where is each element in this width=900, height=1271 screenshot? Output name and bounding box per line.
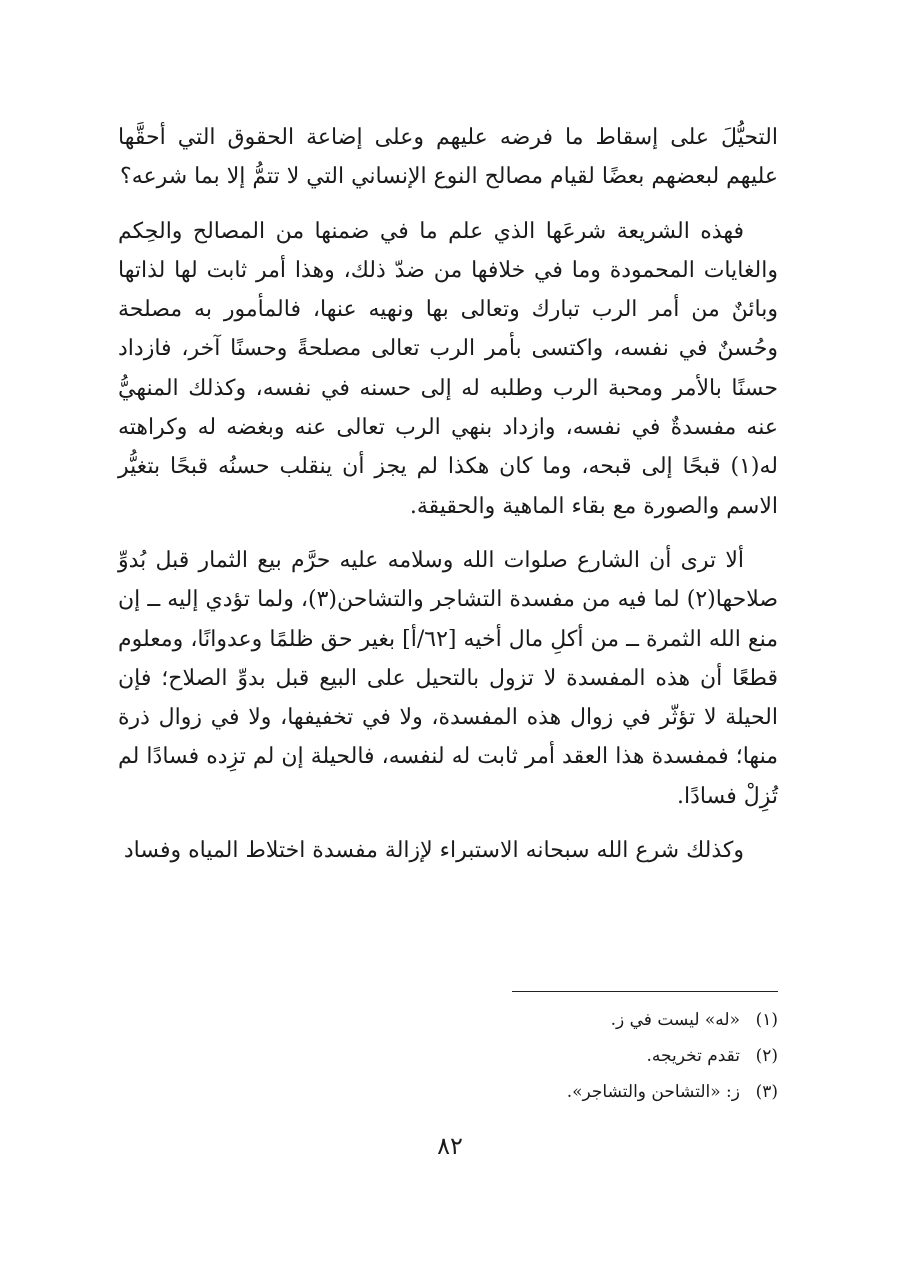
footnote-number: (٢) (755, 1046, 778, 1066)
paragraph-4: وكذلك شرع الله سبحانه الاستبراء لإزالة مفسدة اختلاط المياه وفساد (123, 838, 744, 864)
paragraph-1: التحيُّلَ على إسقاط ما فرضه عليهم وعلى إضاعة الحقوق التي أحقَّها عليهم لبعضهم بعضًا لقيام مصالح النوع الإنساني التي لا تتمُّ إلا بما شرعه؟ (118, 125, 778, 190)
paragraph-3: ألا ترى أن الشارع صلوات الله وسلامه عليه حرَّم بيع الثمار قبل بُدوِّ صلاحها(٢) لما فيه من مفسدة التشاجر والتشاحن(٣)، ولما تؤدي إليه ــ إن منع الله الثمرة ــ من أكلِ مال أخيه [٦٢/أ] بغير حق ظلمًا وعدوانًا، ومعلوم قطعًا أن هذه المفسدة لا تزول بالتحيل على البيع قبل بدوِّ الصلاح؛ فإن الحيلة لا تؤثّر في زوال هذه المفسدة، ولا في تخفيفها، ولا في زوال ذرة منها؛ فمفسدة هذا العقد أمر ثابت له لنفسه، فالحيلة إن لم تزِده فسادًا لم تُزِلْ فسادًا. (118, 547, 779, 809)
footnote-2 (118, 1038, 778, 1074)
footnote-1 (118, 1002, 778, 1038)
footnotes (118, 1002, 778, 1110)
footnote-text: تقدم تخريجه. (646, 1046, 740, 1066)
footnote-number: (٣) (755, 1082, 778, 1102)
page-number: ٨٢ (437, 1132, 463, 1160)
footnote-number: (١) (755, 1010, 778, 1030)
footnote-3 (118, 1074, 778, 1110)
main-text (118, 118, 778, 870)
footnote-text: «له» ليست في ز. (610, 1010, 740, 1030)
footnote-divider (512, 991, 778, 992)
footnote-text: ز: «التشاحن والتشاجر». (566, 1082, 740, 1102)
paragraph-2: فهذه الشريعة شرعَها الذي علم ما في ضمنها من المصالح والحِكم والغايات المحمودة وما في خلافها من ضدّ ذلك، وهذا أمر ثابت لها لذاتها وبائنٌ من أمر الرب تبارك وتعالى بها ونهيه عنها، فالمأمور به مصلحة وحُسنٌ في نفسه، واكتسى بأمر الرب تعالى مصلحةً وحسنًا آخر، فازداد حسنًا بالأمر ومحبة الرب وطلبه له إلى حسنه في نفسه، وكذلك المنهيُّ عنه مفسدةٌ في نفسه، وازداد بنهي الرب تعالى عنه وبغضه له وكراهته له(١) قبحًا إلى قبحه، وما كان هكذا لم يجز أن ينقلب حسنُه قبحًا بتغيُّر الاسم والصورة مع بقاء الماهية والحقيقة. (118, 218, 778, 519)
